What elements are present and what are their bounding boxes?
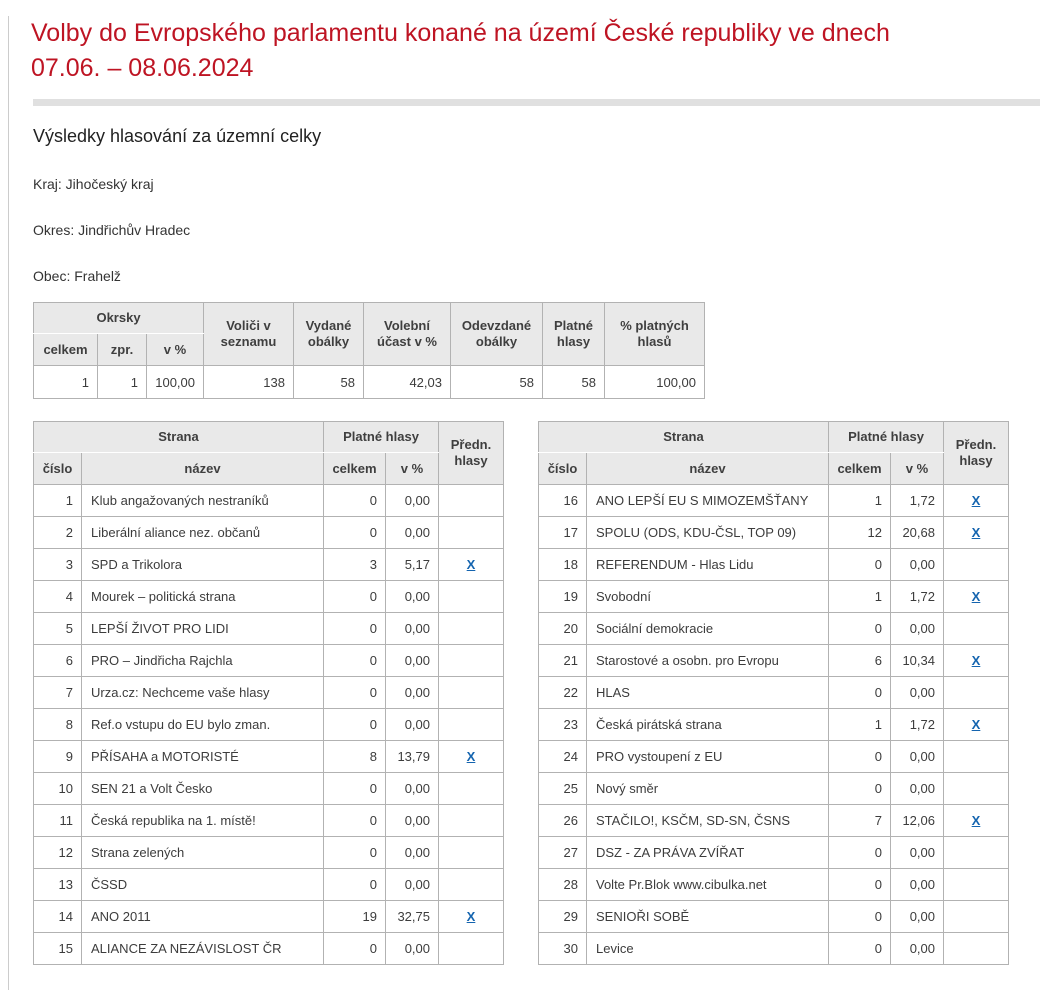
party-number: 18: [539, 549, 587, 581]
party-number: 2: [34, 517, 82, 549]
party-number: 25: [539, 773, 587, 805]
party-row: [34, 581, 504, 613]
party-pref-votes-cell: [439, 485, 504, 517]
party-votes-total: 7: [829, 805, 891, 837]
party-pref-votes-cell: [944, 485, 1009, 517]
party-votes-pct: 1,72: [891, 581, 944, 613]
party-name: Česká pirátská strana: [587, 709, 829, 741]
party-number: 22: [539, 677, 587, 709]
section-title: Výsledky hlasování za územní celky: [33, 126, 322, 146]
party-votes-pct: 1,72: [891, 709, 944, 741]
summary-header-volici-v-seznamu: Voliči v seznamu: [204, 303, 294, 366]
party-number: 14: [34, 901, 82, 933]
party-row: [34, 805, 504, 837]
party-number: 11: [34, 805, 82, 837]
party-row: [539, 773, 1009, 805]
party-votes-pct: 32,75: [386, 901, 439, 933]
summary-header-okrsky: Okrsky: [34, 303, 204, 334]
party-votes-total: 1: [829, 485, 891, 517]
party-header-strana: Strana: [34, 422, 324, 453]
party-number: 1: [34, 485, 82, 517]
party-votes-total: 0: [324, 837, 386, 869]
pref-votes-link[interactable]: X: [466, 557, 476, 572]
party-pref-votes-cell: [944, 517, 1009, 549]
pref-votes-link[interactable]: X: [466, 749, 476, 764]
party-row: [539, 677, 1009, 709]
party-number: 23: [539, 709, 587, 741]
party-votes-pct: 0,00: [891, 869, 944, 901]
party-votes-total: 0: [324, 805, 386, 837]
party-votes-total: 0: [324, 485, 386, 517]
party-row: [539, 613, 1009, 645]
party-pref-votes-cell: [944, 645, 1009, 677]
party-row: [539, 741, 1009, 773]
left-party-table: [33, 421, 504, 965]
party-row: [34, 485, 504, 517]
party-pref-votes-cell: [944, 869, 1009, 901]
okres-label: Okres: Jindřichův Hradec: [33, 222, 191, 238]
party-votes-pct: 0,00: [386, 517, 439, 549]
party-votes-total: 0: [324, 869, 386, 901]
party-number: 20: [539, 613, 587, 645]
party-number: 15: [34, 933, 82, 965]
pref-votes-link[interactable]: X: [971, 653, 981, 668]
party-votes-pct: 13,79: [386, 741, 439, 773]
pref-votes-link[interactable]: X: [466, 909, 476, 924]
party-name: ANO LEPŠÍ EU S MIMOZEMŠŤANY: [587, 485, 829, 517]
party-row: [539, 645, 1009, 677]
party-name: Levice: [587, 933, 829, 965]
right-party-table: [538, 421, 1009, 965]
party-pref-votes-cell: [944, 741, 1009, 773]
party-header-v-pct: v %: [386, 453, 439, 485]
party-header-platne-hlasy: Platné hlasy: [324, 422, 439, 453]
party-name: SPOLU (ODS, KDU-ČSL, TOP 09): [587, 517, 829, 549]
party-header-v-pct: v %: [891, 453, 944, 485]
summary-okrsky-v-pct: 100,00: [147, 366, 204, 399]
summary-okrsky-celkem: 1: [34, 366, 98, 399]
page-title-line2: 07.06. – 08.06.2024: [31, 54, 254, 82]
party-number: 24: [539, 741, 587, 773]
party-votes-pct: 0,00: [891, 837, 944, 869]
party-header-cislo: číslo: [34, 453, 82, 485]
party-row: [539, 709, 1009, 741]
party-number: 8: [34, 709, 82, 741]
kraj-label: Kraj: Jihočeský kraj: [33, 176, 154, 192]
party-number: 28: [539, 869, 587, 901]
party-pref-votes-cell: [439, 933, 504, 965]
party-name: ALIANCE ZA NEZÁVISLOST ČR: [82, 933, 324, 965]
party-pref-votes-cell: [944, 677, 1009, 709]
party-number: 19: [539, 581, 587, 613]
party-votes-total: 8: [324, 741, 386, 773]
party-votes-total: 0: [829, 741, 891, 773]
party-votes-total: 6: [829, 645, 891, 677]
party-number: 4: [34, 581, 82, 613]
party-name: SPD a Trikolora: [82, 549, 324, 581]
party-row: [539, 837, 1009, 869]
party-votes-pct: 0,00: [386, 773, 439, 805]
party-votes-pct: 0,00: [891, 901, 944, 933]
party-votes-total: 1: [829, 709, 891, 741]
party-header-nazev: název: [82, 453, 324, 485]
party-header-celkem: celkem: [324, 453, 386, 485]
party-votes-pct: 0,00: [891, 613, 944, 645]
party-votes-pct: 5,17: [386, 549, 439, 581]
party-pref-votes-cell: [439, 773, 504, 805]
party-row: [34, 517, 504, 549]
party-pref-votes-cell: [439, 869, 504, 901]
summary-table: [33, 302, 705, 399]
pref-votes-link[interactable]: X: [971, 525, 981, 540]
party-votes-total: 0: [324, 581, 386, 613]
party-row: [539, 549, 1009, 581]
party-row: [34, 613, 504, 645]
party-name: REFERENDUM - Hlas Lidu: [587, 549, 829, 581]
party-name: ČSSD: [82, 869, 324, 901]
party-pref-votes-cell: [944, 773, 1009, 805]
summary-odevzdane: 58: [451, 366, 543, 399]
summary-volici: 138: [204, 366, 294, 399]
party-pref-votes-cell: [944, 805, 1009, 837]
summary-header-vydane-obalky: Vydané obálky: [294, 303, 364, 366]
pref-votes-link[interactable]: X: [971, 813, 981, 828]
party-name: LEPŠÍ ŽIVOT PRO LIDI: [82, 613, 324, 645]
party-name: Ref.o vstupu do EU bylo zman.: [82, 709, 324, 741]
party-row: [34, 901, 504, 933]
summary-header-zpr: zpr.: [98, 334, 147, 366]
party-pref-votes-cell: [944, 933, 1009, 965]
party-name: Sociální demokracie: [587, 613, 829, 645]
party-pref-votes-cell: [439, 901, 504, 933]
party-votes-pct: 20,68: [891, 517, 944, 549]
summary-pct-platnych: 100,00: [605, 366, 705, 399]
party-name: Strana zelených: [82, 837, 324, 869]
party-row: [539, 485, 1009, 517]
party-row: [539, 869, 1009, 901]
party-pref-votes-cell: [439, 517, 504, 549]
party-row: [34, 933, 504, 965]
party-name: Volte Pr.Blok www.cibulka.net: [587, 869, 829, 901]
party-pref-votes-cell: [439, 645, 504, 677]
party-pref-votes-cell: [439, 741, 504, 773]
party-votes-total: 19: [324, 901, 386, 933]
party-votes-pct: 0,00: [386, 837, 439, 869]
party-votes-pct: 0,00: [891, 741, 944, 773]
party-name: Svobodní: [587, 581, 829, 613]
pref-votes-link[interactable]: X: [971, 493, 981, 508]
party-votes-pct: 0,00: [386, 677, 439, 709]
party-votes-pct: 0,00: [891, 773, 944, 805]
party-header-predn-hlasy: Předn. hlasy: [944, 422, 1009, 485]
party-header-cislo: číslo: [539, 453, 587, 485]
party-header-platne-hlasy: Platné hlasy: [829, 422, 944, 453]
party-row: [34, 773, 504, 805]
summary-ucast: 42,03: [364, 366, 451, 399]
party-votes-pct: 0,00: [386, 805, 439, 837]
party-votes-total: 0: [829, 869, 891, 901]
party-votes-total: 0: [829, 837, 891, 869]
party-name: Starostové a osobn. pro Evropu: [587, 645, 829, 677]
party-row: [539, 933, 1009, 965]
pref-votes-link[interactable]: X: [971, 589, 981, 604]
summary-okrsky-zpr: 1: [98, 366, 147, 399]
party-votes-total: 0: [829, 613, 891, 645]
party-votes-total: 0: [324, 773, 386, 805]
party-votes-pct: 0,00: [386, 933, 439, 965]
party-row: [34, 709, 504, 741]
party-votes-total: 12: [829, 517, 891, 549]
party-number: 5: [34, 613, 82, 645]
party-pref-votes-cell: [439, 837, 504, 869]
party-votes-total: 0: [324, 933, 386, 965]
party-row: [34, 549, 504, 581]
party-votes-pct: 0,00: [386, 485, 439, 517]
party-name: HLAS: [587, 677, 829, 709]
party-header-predn-hlasy: Předn. hlasy: [439, 422, 504, 485]
party-number: 3: [34, 549, 82, 581]
party-number: 16: [539, 485, 587, 517]
party-votes-pct: 0,00: [386, 613, 439, 645]
party-row: [34, 645, 504, 677]
party-votes-pct: 0,00: [386, 709, 439, 741]
party-pref-votes-cell: [439, 677, 504, 709]
party-name: Klub angažovaných nestraníků: [82, 485, 324, 517]
party-pref-votes-cell: [439, 613, 504, 645]
party-row: [34, 837, 504, 869]
party-number: 30: [539, 933, 587, 965]
party-votes-pct: 10,34: [891, 645, 944, 677]
party-pref-votes-cell: [944, 837, 1009, 869]
party-votes-total: 0: [829, 901, 891, 933]
summary-row: [34, 366, 705, 399]
party-number: 27: [539, 837, 587, 869]
party-number: 7: [34, 677, 82, 709]
party-name: PŘÍSAHA a MOTORISTÉ: [82, 741, 324, 773]
party-votes-total: 0: [324, 645, 386, 677]
party-pref-votes-cell: [944, 901, 1009, 933]
party-header-nazev: název: [587, 453, 829, 485]
party-votes-total: 1: [829, 581, 891, 613]
party-pref-votes-cell: [944, 581, 1009, 613]
party-number: 21: [539, 645, 587, 677]
party-votes-total: 0: [324, 613, 386, 645]
party-header-celkem: celkem: [829, 453, 891, 485]
summary-header-v-pct: v %: [147, 334, 204, 366]
party-votes-pct: 12,06: [891, 805, 944, 837]
party-tables-row: [33, 421, 1040, 965]
party-pref-votes-cell: [439, 549, 504, 581]
party-name: STAČILO!, KSČM, SD-SN, ČSNS: [587, 805, 829, 837]
title-divider: [33, 99, 1040, 106]
summary-header-platne-hlasy: Platné hlasy: [543, 303, 605, 366]
party-votes-total: 0: [829, 933, 891, 965]
party-name: PRO vystoupení z EU: [587, 741, 829, 773]
page-content: [33, 16, 1040, 965]
party-row: [539, 581, 1009, 613]
party-pref-votes-cell: [439, 581, 504, 613]
party-number: 13: [34, 869, 82, 901]
party-votes-pct: 1,72: [891, 485, 944, 517]
party-votes-pct: 0,00: [386, 869, 439, 901]
party-name: ANO 2011: [82, 901, 324, 933]
party-pref-votes-cell: [439, 709, 504, 741]
party-number: 29: [539, 901, 587, 933]
party-pref-votes-cell: [944, 613, 1009, 645]
party-name: Liberální aliance nez. občanů: [82, 517, 324, 549]
page-title-line1: Volby do Evropského parlamentu konané na území České republiky ve dnech: [31, 19, 890, 47]
pref-votes-link[interactable]: X: [971, 717, 981, 732]
page-left-border: [8, 16, 9, 990]
party-votes-pct: 0,00: [386, 581, 439, 613]
party-name: Mourek – politická strana: [82, 581, 324, 613]
party-votes-total: 0: [324, 517, 386, 549]
party-row: [539, 901, 1009, 933]
party-name: Urza.cz: Nechceme vaše hlasy: [82, 677, 324, 709]
party-number: 10: [34, 773, 82, 805]
party-votes-total: 3: [324, 549, 386, 581]
party-number: 26: [539, 805, 587, 837]
summary-header-celkem: celkem: [34, 334, 98, 366]
party-name: Česká republika na 1. místě!: [82, 805, 324, 837]
summary-header-odevzdane-obalky: Odevzdané obálky: [451, 303, 543, 366]
page-title: [31, 16, 1040, 86]
party-row: [34, 677, 504, 709]
party-votes-pct: 0,00: [386, 645, 439, 677]
party-row: [539, 805, 1009, 837]
party-header-strana: Strana: [539, 422, 829, 453]
party-name: PRO – Jindřicha Rajchla: [82, 645, 324, 677]
party-votes-total: 0: [324, 677, 386, 709]
party-name: SEN 21 a Volt Česko: [82, 773, 324, 805]
party-row: [539, 517, 1009, 549]
summary-vydane: 58: [294, 366, 364, 399]
obec-label: Obec: Frahelž: [33, 268, 121, 284]
party-name: DSZ - ZA PRÁVA ZVÍŘAT: [587, 837, 829, 869]
party-row: [34, 741, 504, 773]
party-votes-pct: 0,00: [891, 933, 944, 965]
party-pref-votes-cell: [944, 709, 1009, 741]
party-name: Nový směr: [587, 773, 829, 805]
party-number: 12: [34, 837, 82, 869]
party-name: SENIOŘI SOBĚ: [587, 901, 829, 933]
summary-platne: 58: [543, 366, 605, 399]
party-votes-total: 0: [829, 677, 891, 709]
party-pref-votes-cell: [944, 549, 1009, 581]
party-pref-votes-cell: [439, 805, 504, 837]
summary-header-volebni-ucast: Volební účast v %: [364, 303, 451, 366]
party-votes-total: 0: [829, 549, 891, 581]
party-votes-total: 0: [829, 773, 891, 805]
party-votes-pct: 0,00: [891, 677, 944, 709]
party-votes-pct: 0,00: [891, 549, 944, 581]
party-row: [34, 869, 504, 901]
party-number: 6: [34, 645, 82, 677]
party-votes-total: 0: [324, 709, 386, 741]
party-number: 9: [34, 741, 82, 773]
summary-header-pct-platnych-hlasu: % platných hlasů: [605, 303, 705, 366]
party-number: 17: [539, 517, 587, 549]
